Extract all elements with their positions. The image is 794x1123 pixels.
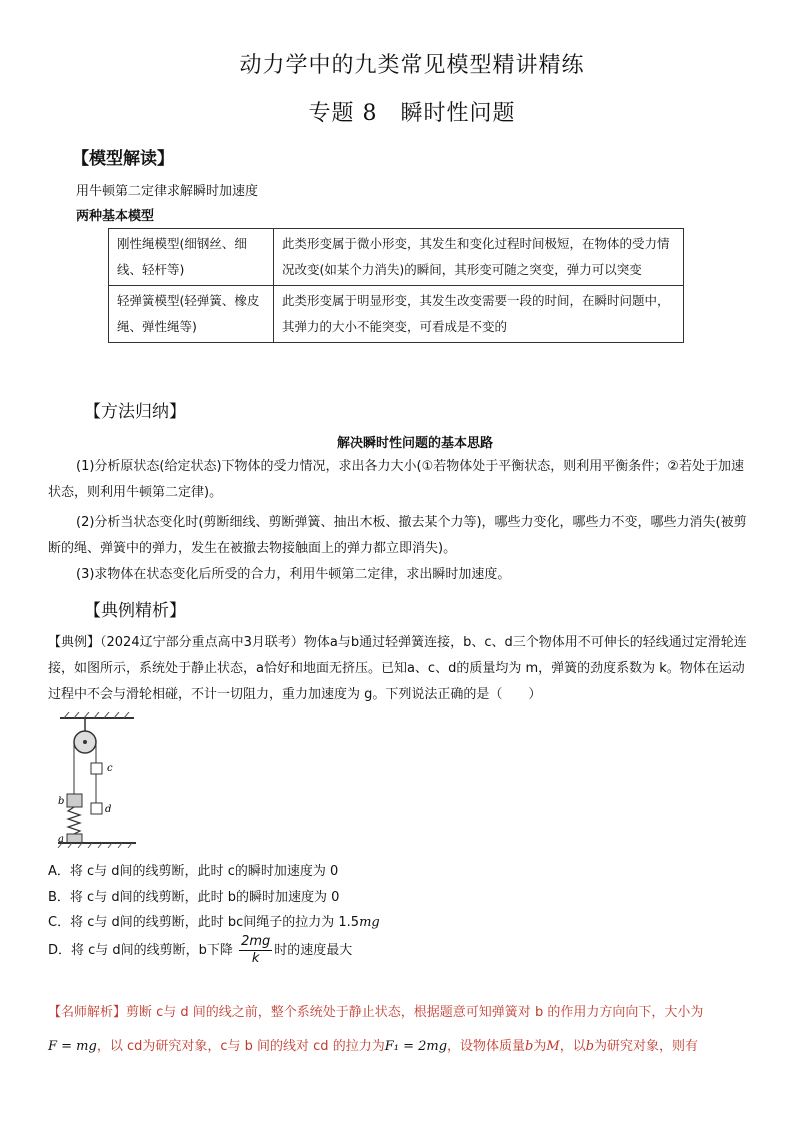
fraction: [239, 934, 272, 967]
model-intro: 用牛顿第二定律求解瞬时加速度: [76, 184, 259, 199]
method-paragraph-3: (3)求物体在状态变化后所受的合力，利用牛顿第二定律，求出瞬时加速度。: [76, 567, 511, 582]
fraction-numerator: 2mg: [241, 934, 271, 949]
option-c-var: mg: [359, 915, 380, 930]
example-heading: 【典例精析】: [84, 601, 186, 621]
table-cell: 此类形变属于明显形变，其发生改变需要一段的时间，在瞬时问题中，其弹力的大小不能突变，可看成是不变的: [274, 286, 684, 343]
option-c: [48, 911, 380, 930]
option-a: A．将 c与 d间的线剪断，此时 c的瞬时加速度为 0: [48, 864, 339, 879]
method-center-title: 解决瞬时性问题的基本思路: [336, 436, 493, 451]
method-paragraph-1: (1)分析原状态(给定状态)下物体的受力情况，求出各力大小(①若物体处于平衡状态，则利用平衡条件；②若处于加速状态，则利用牛顿第二定律)。: [48, 459, 744, 500]
var-b: b: [525, 1039, 534, 1054]
analysis-text-2a: ，以 cd为研究对象，c与 b 间的线对 cd 的拉力为: [96, 1039, 385, 1054]
method-paragraph-2: (2)分析当状态变化时(剪断细线、剪断弹簧、抽出木板、撤去某个力等)，哪些力变化，哪些力不变，哪些力消失(被剪断的绳、弹簧中的弹力，发生在被撤去物接触面上的弹力都立即消失)。: [48, 515, 747, 556]
model-sub: 两种基本模型: [76, 209, 155, 224]
label-a: a: [58, 834, 64, 845]
analysis-line-2: [48, 1034, 750, 1060]
equation-f1: F₁ = 2mg: [384, 1039, 448, 1054]
example-question: 【典例】（2024辽宁部分重点高中3月联考）物体a与b通过轻弹簧连接，b、c、d三个物体用不可伸长的轻线通过定滑轮连接，如图所示，系统处于静止状态，a恰好和地面无挤压。已知a、c、d的质量均为 m，弹簧的劲度系数为 k。物体在运动过程中不会与滑轮相碰，不计一切阻力，重力加速度为 g。下列说法正确的是（ ）: [48, 635, 747, 702]
table-cell: 此类形变属于微小形变，其发生和变化过程时间极短，在物体的受力情况改变(如某个力消失)的瞬间，其形变可随之突变，弹力可以突变: [274, 229, 684, 286]
equation-f: F = mg: [48, 1039, 97, 1054]
table-row: [109, 286, 684, 343]
option-d: [48, 934, 352, 967]
analysis-text-2c: 为: [533, 1039, 547, 1054]
analysis-text-2d: ，以: [559, 1039, 586, 1054]
option-d-tail: 时的速度最大: [274, 943, 353, 958]
option-c-text: C．将 c与 d间的线剪断，此时 bc间绳子的拉力为 1.5: [48, 915, 360, 930]
document-subtitle: 专题 8 瞬时性问题: [308, 101, 516, 126]
document-title: 动力学中的九类常见模型精讲精练: [239, 53, 585, 78]
pulley-spring-figure: [56, 712, 140, 848]
var-m: M: [546, 1039, 560, 1054]
analysis-text-2b: ，设物体质量: [447, 1039, 526, 1054]
table-cell: 刚性绳模型(细钢丝、细线、轻杆等): [109, 229, 274, 286]
table-cell: 轻弹簧模型(轻弹簧、橡皮绳、弹性绳等): [109, 286, 274, 343]
label-b: b: [58, 796, 65, 807]
label-d: d: [105, 804, 112, 815]
option-b: B．将 c与 d间的线剪断，此时 b的瞬时加速度为 0: [48, 890, 340, 905]
method-heading: 【方法归纳】: [84, 402, 186, 422]
label-c: c: [107, 763, 113, 774]
analysis-tag: 【名师解析】: [48, 1005, 127, 1020]
option-d-text: D．将 c与 d间的线剪断，b下降: [48, 943, 233, 958]
fraction-denominator: k: [251, 951, 260, 966]
analysis-text-1: 剪断 c与 d 间的线之前，整个系统处于静止状态，根据题意可知弹簧对 b 的作用力方向向下，大小为: [126, 1005, 704, 1020]
analysis-line-1: [48, 1000, 750, 1026]
analysis-text-2e: 为研究对象，则有: [594, 1039, 699, 1054]
var-b2: b: [585, 1039, 595, 1054]
model-heading: 【模型解读】: [72, 149, 174, 169]
models-table: [108, 228, 684, 343]
table-row: [109, 229, 684, 286]
